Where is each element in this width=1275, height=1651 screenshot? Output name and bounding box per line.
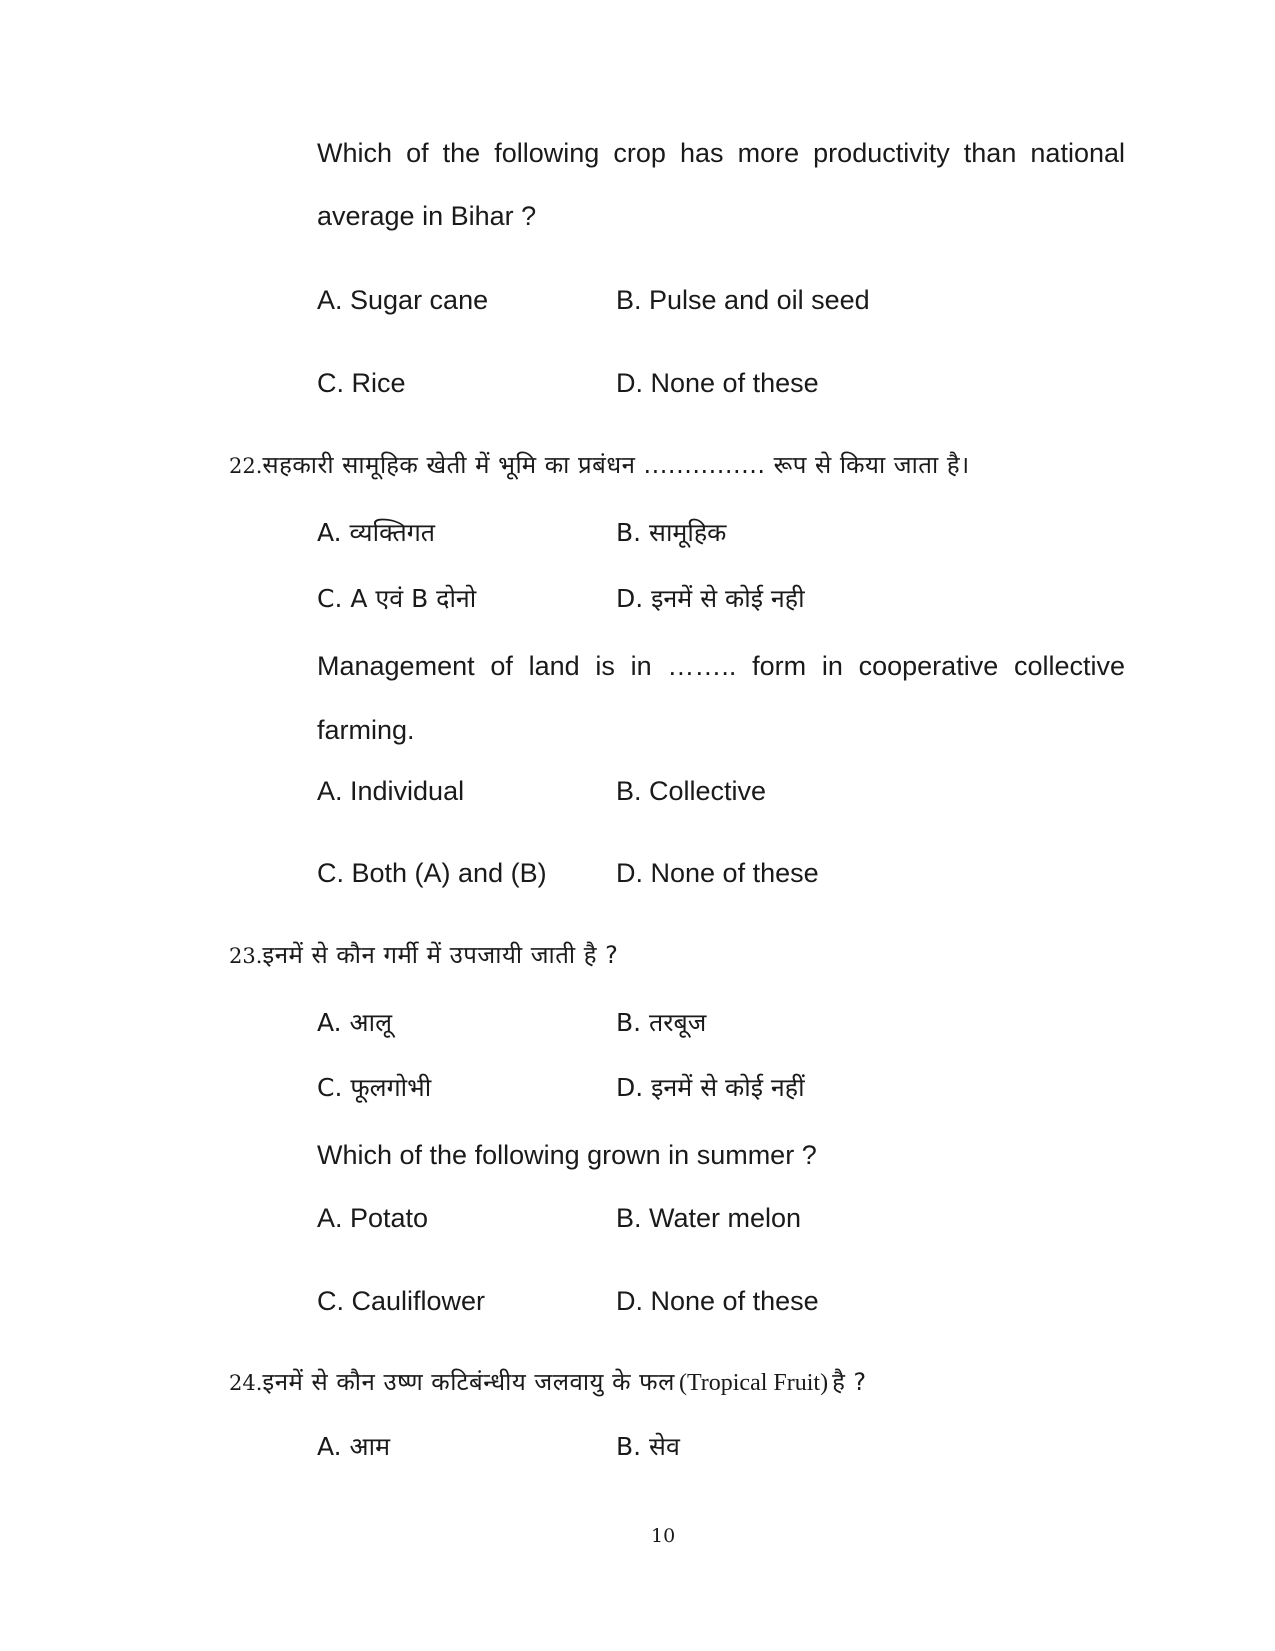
q22-english-option-a: A. Individual	[317, 776, 465, 806]
q23-english-option-b: B. Water melon	[616, 1203, 802, 1233]
q22-hindi-option-d: D. इनमें से कोई नही	[616, 584, 805, 613]
q23-english-option-c: C. Cauliflower	[317, 1286, 486, 1316]
q24-number: 24.	[229, 1371, 263, 1395]
q22-hindi-option-a: A. व्यक्तिगत	[317, 518, 436, 547]
q23-hindi-option-b: B. तरबूज	[616, 1008, 707, 1037]
q23-english-option-d: D. None of these	[616, 1286, 819, 1316]
q22-question-hindi: सहकारी सामूहिक खेती में भूमि का प्रबंधन ............... रूप से किया जाता है।	[262, 451, 970, 479]
q22-english-option-c: C. Both (A) and (B)	[317, 858, 547, 888]
q21-option-d: D. None of these	[616, 368, 819, 398]
q22-english-option-b: B. Collective	[616, 776, 767, 806]
q23-english-option-a: A. Potato	[317, 1203, 429, 1233]
q21-option-c: C. Rice	[317, 368, 406, 398]
q22-question-english-line-2: farming.	[317, 715, 415, 745]
q24-question-hindi-line	[229, 1370, 867, 1395]
q23-hindi-option-d: D. इनमें से कोई नहीं	[616, 1073, 805, 1102]
q24-question-english-inline: (Tropical Fruit)	[678, 1370, 829, 1396]
q21-question-line-2: average in Bihar ?	[317, 201, 537, 231]
q22-hindi-option-c: C. A एवं B दोनो	[317, 584, 477, 613]
q24-question-hindi-part-1: इनमें से कौन उष्ण कटिबंन्धीय जलवायु के फल	[262, 1368, 675, 1396]
q23-question-english: Which of the following grown in summer ?	[317, 1140, 817, 1170]
q22-number: 22.	[229, 454, 263, 478]
q21-option-b: B. Pulse and oil seed	[616, 285, 870, 315]
q24-question-hindi-part-2: है ?	[832, 1368, 867, 1396]
q23-question-hindi: इनमें से कौन गर्मी में उपजायी जाती है ?	[262, 941, 619, 969]
q22-question-english-line-1: Management of land is in …….. form in cooperative collective	[317, 651, 1125, 681]
q23-question-hindi-line	[229, 943, 618, 967]
q24-hindi-option-b: B. सेव	[616, 1432, 680, 1461]
q23-hindi-option-c: C. फूलगोभी	[317, 1073, 432, 1102]
q23-number: 23.	[229, 944, 263, 968]
q21-option-a: A. Sugar cane	[317, 285, 489, 315]
q21-question-line-1: Which of the following crop has more productivity than national	[317, 138, 1125, 168]
q22-question-hindi-line	[229, 453, 970, 477]
page-number: 10	[651, 1525, 676, 1547]
q22-english-option-d: D. None of these	[616, 858, 819, 888]
q22-hindi-option-b: B. सामूहिक	[616, 518, 727, 547]
q24-hindi-option-a: A. आम	[317, 1432, 391, 1461]
q23-hindi-option-a: A. आलू	[317, 1008, 393, 1037]
